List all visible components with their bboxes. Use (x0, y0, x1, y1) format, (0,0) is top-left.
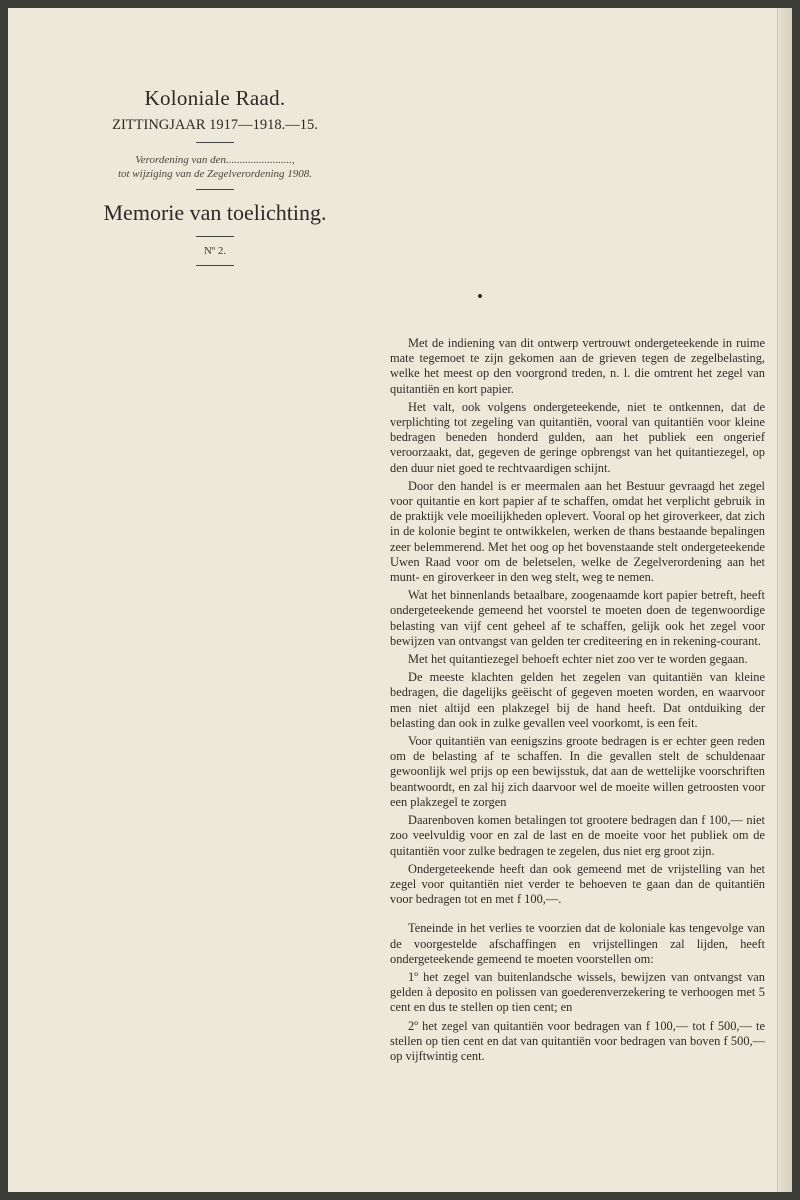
ink-dot (478, 294, 482, 298)
paragraph: Ondergeteekende heeft dan ook gemeend met de vrijstelling van het zegel voor quitantiën niet verder te behoeven te gaan dan de quitantiën voor bedragen tot en met f 100,—. (390, 861, 765, 907)
paragraph: Door den handel is er meermalen aan het Bestuur gevraagd het zegel voor quitantie en kort papier af te schaffen, omdat het verplicht gebruik in de praktijk vele moeilijkheden oplevert. Vooral op het giroverkeer, dat zich in de kolonie begint te ontwikkelen, werken de thans bestaande bepalingen zeer belemmerend. Met het oog op het bovenstaande stelt ondergeteekende Uwen Raad voor om de beletselen, welke de Zegelverordening aan het munt- en giroverkeer in den weg stelt, weg te nemen. (390, 478, 765, 585)
divider (196, 189, 234, 190)
paragraph: Wat het binnenlands betaalbare, zoogenaamde kort papier betreft, heeft ondergeteekende gemeend het voorstel te moeten doen de tegenwoordige belasting van vijf cent geheel af te schaffen, gelijk ook het zegel voor bewijzen van ontvangst van gelden ter crediteering en in rekening-courant. (390, 588, 765, 648)
memorie-title: Memorie van toelichting. (103, 200, 327, 225)
document-page (8, 8, 792, 1192)
paragraph: Teneinde in het verlies te voorzien dat de koloniale kas tengevolge van de voorgestelde afschaffingen en vrijstellingen zal lijden, heeft ondergeteekende gemeend te moeten voorstellen om: (390, 921, 765, 966)
paragraph: De meeste klachten gelden het zegelen van quitantiën van kleine bedragen, die dagelijks geëischt of gegeven moeten worden, en waarvoor men niet altijd een plakzegel bij de hand heeft. Dat ontduiking der belasting dan ook in zulke gevallen veel voorkomt, is een feit. (390, 670, 765, 730)
ordinance-line-1: Verordening van den........................, (135, 154, 295, 166)
session-year: ZITTINGJAAR 1917—1918.—15. (112, 117, 318, 133)
paragraph: 2º het zegel van quitantiën voor bedragen van f 100,— tot f 500,— te stellen op tien cent en dat van quitantiën voor bedragen van boven f 500,— op vijftwintig cent. (390, 1018, 765, 1063)
paragraph: Voor quitantiën van eenigszins groote bedragen is er echter geen reden om de belasting af te schaffen. In die gevallen stelt de schuldenaar gewoonlijk wel prijs op een bewijsstuk, dat aan de wettelijke voorschriften beantwoordt, en zal hij zich daarvoor wel de moeite willen getroosten voor een plakzegel te zorgen (390, 734, 765, 809)
document-header (80, 86, 350, 276)
paragraph: Daarenboven komen betalingen tot grootere bedragen dan f 100,— niet zoo veelvuldig voor en zal de last en de moeite voor het publiek om de quitantiën voor zulke bedragen te zegelen, dus niet erg groot zijn. (390, 813, 765, 858)
page-edge (777, 8, 792, 1192)
divider (196, 142, 234, 143)
paragraph: Met het quitantiezegel behoeft echter niet zoo ver te worden gegaan. (408, 652, 748, 667)
paragraph: Het valt, ook volgens ondergeteekende, niet te ontkennen, dat de verplichting tot zegeling van quitantiën, vooral van quitantiën voor kleine bedragen beneden honderd gulden, aan het publiek een ongerief veroorzaakt, dat, gegeven de geringe opbrengst van het quitantiezegel, op den duur niet goed te rechtvaardigen schijnt. (390, 399, 765, 475)
ordinance-line-2: tot wijziging van de Zegelverordening 1908. (117, 168, 313, 180)
divider (196, 236, 234, 237)
divider (196, 265, 234, 266)
document-number: Nº 2. (203, 245, 227, 257)
body-text (390, 336, 765, 1067)
council-title: Koloniale Raad. (144, 86, 286, 110)
paragraph: Met de indiening van dit ontwerp vertrouwt ondergeteekende in ruime mate tegemoet te zijn gekomen aan de grieven tegen de zegelbelasting, welke het meest op den voorgrond treden, n. l. die omtrent het zegel van quitantiën en kort papier. (390, 336, 765, 396)
paragraph: 1º het zegel van buitenlandsche wissels, bewijzen van ontvangst van gelden à deposito en polissen van goederenverzekering te verhoogen met 5 cent en dus te stellen op tien cent; en (390, 969, 765, 1015)
